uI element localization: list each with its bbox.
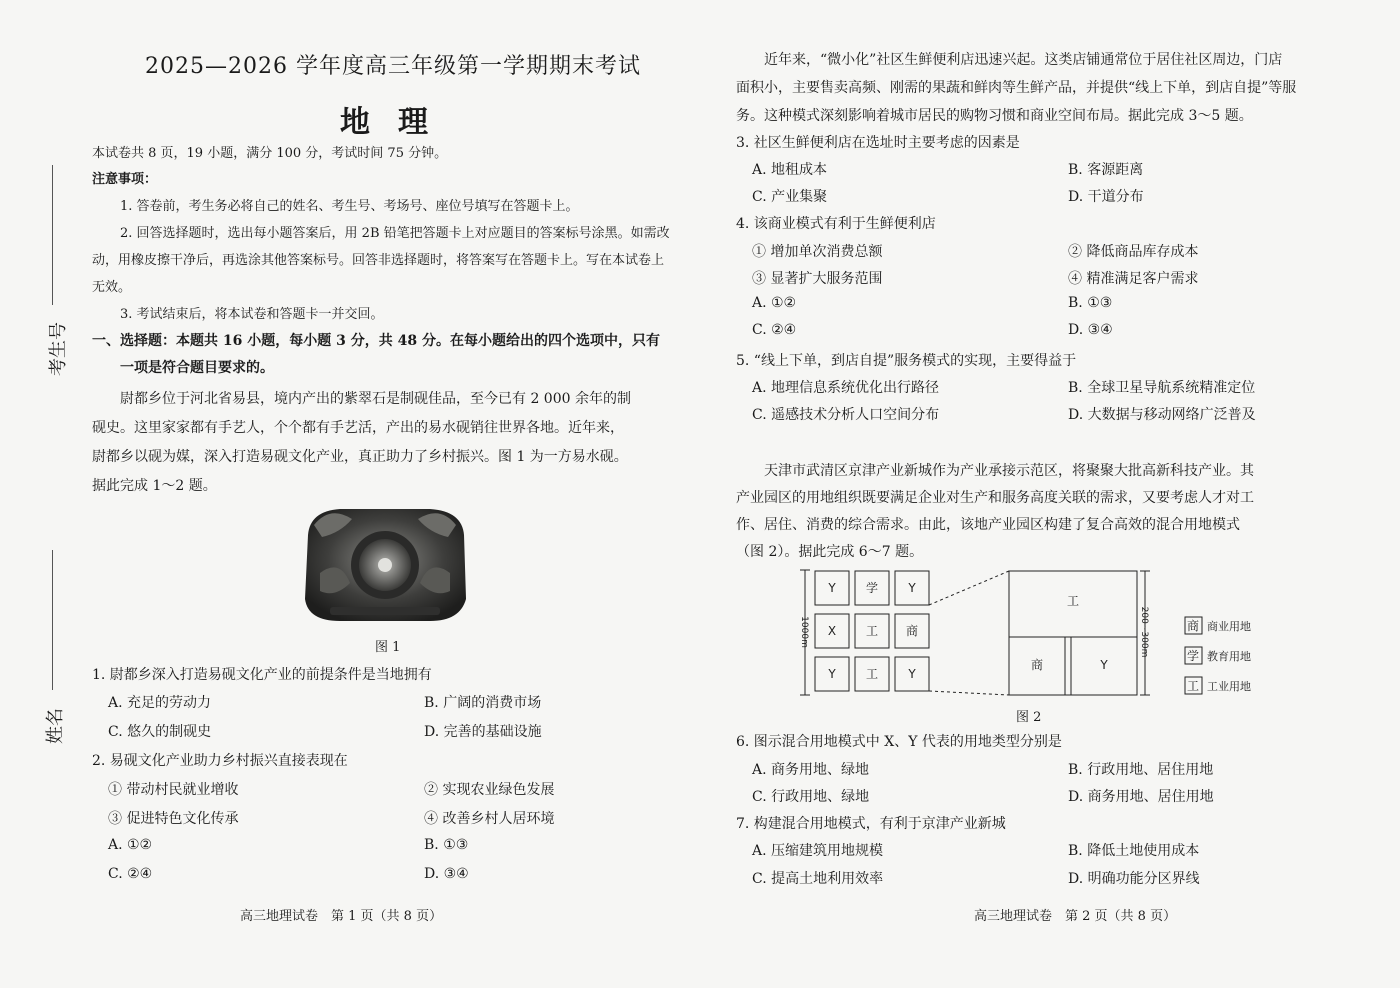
detail-top-label: 工 xyxy=(1066,594,1080,608)
exam-title: 2025—2026 学年度高三年级第一学期期末考试 xyxy=(145,54,641,79)
section-heading: 一、选择题：本题共 16 小题，每小题 3 分，共 48 分。在每小题给出的四个选项中，只有 xyxy=(92,333,660,349)
passage-a-line-2: 面积小，主要售卖高频、刚需的果蔬和鲜肉等生鲜产品，并提供“线上下单，到店自提”等服 xyxy=(736,80,1297,96)
q7-option-d[interactable]: D. 明确功能分区界线 xyxy=(1068,871,1200,887)
right-page xyxy=(700,0,1400,988)
q1-option-a[interactable]: A. 充足的劳动力 xyxy=(108,695,212,711)
passage-b-line-3: 作、居住、消费的综合需求。由此，该地产业园区构建了复合高效的混合用地模式 xyxy=(736,517,1240,533)
q2-option-a[interactable]: A. ①② xyxy=(108,837,153,853)
cell-r3c2: 工 xyxy=(865,667,879,681)
q4-option-d[interactable]: D. ③④ xyxy=(1068,322,1113,338)
legend-label-commercial: 商业用地 xyxy=(1207,620,1251,633)
q4-option-c[interactable]: C. ②④ xyxy=(752,322,797,338)
note-line-5: 3. 考试结束后，将本试卷和答题卡一并交回。 xyxy=(120,307,384,322)
legend-label-education: 教育用地 xyxy=(1207,650,1251,663)
q6-option-d[interactable]: D. 商务用地、居住用地 xyxy=(1068,789,1214,805)
detail-bottom-left-label: 商 xyxy=(1030,658,1044,672)
land-use-diagram xyxy=(795,565,1295,705)
notes-heading: 注意事项： xyxy=(92,172,158,187)
q1-option-c[interactable]: C. 悠久的制砚史 xyxy=(108,724,212,740)
legend-label-industrial: 工业用地 xyxy=(1207,680,1251,693)
q6-option-a[interactable]: A. 商务用地、绿地 xyxy=(752,762,870,778)
q4-item-1: ① 增加单次消费总额 xyxy=(752,244,883,260)
passage-line-2: 砚史。这里家家都有手艺人，个个都有手艺活，产出的易水砚销往世界各地。近年来， xyxy=(92,420,624,436)
legend-symbol-education: 学 xyxy=(1186,649,1200,663)
subject-title: 地理 xyxy=(340,105,456,140)
note-line-1: 1. 答卷前，考生务必将自己的姓名、考生号、考场号、座位号填写在答题卡上。 xyxy=(120,199,579,214)
q2-item-2: ② 实现农业绿色发展 xyxy=(424,782,555,798)
q1-option-b[interactable]: B. 广阔的消费市场 xyxy=(424,695,542,711)
q4-item-4: ④ 精准满足客户需求 xyxy=(1068,271,1199,287)
q5-option-d[interactable]: D. 大数据与移动网络广泛普及 xyxy=(1068,407,1256,423)
note-line-4: 无效。 xyxy=(92,280,132,295)
q2-item-3: ③ 促进特色文化传承 xyxy=(108,811,239,827)
note-line-2: 2. 回答选择题时，选出每小题答案后，用 2B 铅笔把答题卡上对应题目的答案标号涂黑。如需改 xyxy=(120,226,670,241)
cell-r1c3: Y xyxy=(908,581,916,595)
side-label-name: 姓名 xyxy=(45,708,66,744)
cell-r2c2: 工 xyxy=(865,624,879,638)
detail-bottom-right-label: Y xyxy=(1100,658,1108,672)
side-rule-bottom xyxy=(52,550,53,690)
q4-option-b[interactable]: B. ①③ xyxy=(1068,295,1113,311)
q6-option-b[interactable]: B. 行政用地、居住用地 xyxy=(1068,762,1214,778)
footer-page-1: 高三地理试卷 第 1 页（共 8 页） xyxy=(240,909,443,924)
q2-option-b[interactable]: B. ①③ xyxy=(424,837,469,853)
q5-stem: 5. “线上下单，到店自提”服务模式的实现，主要得益于 xyxy=(736,353,1077,369)
q2-option-c[interactable]: C. ②④ xyxy=(108,866,153,882)
q2-item-4: ④ 改善乡村人居环境 xyxy=(424,811,555,827)
q3-option-c[interactable]: C. 产业集聚 xyxy=(752,189,828,205)
right-dimension-label: 200~300m xyxy=(1139,606,1149,658)
q6-option-c[interactable]: C. 行政用地、绿地 xyxy=(752,789,870,805)
legend-symbol-industrial: 工 xyxy=(1186,679,1200,693)
footer-page-2: 高三地理试卷 第 2 页（共 8 页） xyxy=(974,909,1177,924)
cell-r2c1: X xyxy=(827,624,837,638)
q3-option-d[interactable]: D. 干道分布 xyxy=(1068,189,1144,205)
passage-b-line-1: 天津市武清区京津产业新城作为产业承接示范区，将聚聚大批高新科技产业。其 xyxy=(764,463,1254,479)
passage-line-4: 据此完成 1～2 题。 xyxy=(92,478,217,494)
q1-option-d[interactable]: D. 完善的基础设施 xyxy=(424,724,542,740)
q3-option-a[interactable]: A. 地租成本 xyxy=(752,162,828,178)
side-label-examinee-number: 考生号 xyxy=(48,322,69,376)
q3-stem: 3. 社区生鲜便利店在选址时主要考虑的因素是 xyxy=(736,135,1020,151)
q2-stem: 2. 易砚文化产业助力乡村振兴直接表现在 xyxy=(92,753,348,769)
passage-line-3: 尉都乡以砚为媒，深入打造易砚文化产业，真正助力了乡村振兴。图 1 为一方易水砚。 xyxy=(92,449,628,465)
q2-option-d[interactable]: D. ③④ xyxy=(424,866,469,882)
figure1-caption: 图 1 xyxy=(375,640,401,655)
legend-symbol-commercial: 商 xyxy=(1186,619,1200,633)
q2-item-1: ① 带动村民就业增收 xyxy=(108,782,239,798)
passage-a-line-3: 务。这种模式深刻影响着城市居民的购物习惯和商业空间布局。据此完成 3～5 题。 xyxy=(736,108,1253,124)
cell-r1c1: Y xyxy=(828,581,836,595)
q4-option-a[interactable]: A. ①② xyxy=(752,295,797,311)
q5-option-b[interactable]: B. 全球卫星导航系统精准定位 xyxy=(1068,380,1256,396)
cell-r1c2: 学 xyxy=(865,581,879,595)
figure2-caption: 图 2 xyxy=(1016,710,1042,725)
q4-stem: 4. 该商业模式有利于生鲜便利店 xyxy=(736,216,936,232)
q4-item-3: ③ 显著扩大服务范围 xyxy=(752,271,883,287)
cell-r3c3: Y xyxy=(908,667,916,681)
q7-option-b[interactable]: B. 降低土地使用成本 xyxy=(1068,843,1200,859)
cell-r2c3: 商 xyxy=(905,624,919,638)
q6-stem: 6. 图示混合用地模式中 X、Y 代表的用地类型分别是 xyxy=(736,734,1062,750)
cell-r3c1: Y xyxy=(828,667,836,681)
q7-option-a[interactable]: A. 压缩建筑用地规模 xyxy=(752,843,884,859)
exam-intro: 本试卷共 8 页，19 小题，满分 100 分，考试时间 75 分钟。 xyxy=(92,146,448,161)
left-dimension-label: 1000m xyxy=(799,616,809,648)
q5-option-a[interactable]: A. 地理信息系统优化出行路径 xyxy=(752,380,940,396)
q7-stem: 7. 构建混合用地模式，有利于京津产业新城 xyxy=(736,816,1006,832)
passage-line-1: 尉都乡位于河北省易县，境内产出的紫翠石是制砚佳品，至今已有 2 000 余年的制 xyxy=(120,391,631,407)
passage-b-line-2: 产业园区的用地组织既要满足企业对生产和服务高度关联的需求，又要考虑人才对工 xyxy=(736,490,1254,506)
passage-a-line-1: 近年来，“微小化”社区生鲜便利店迅速兴起。这类店铺通常位于居住社区周边，门店 xyxy=(764,52,1283,68)
section-heading-cont: 一项是符合题目要求的。 xyxy=(120,360,274,376)
note-line-3: 动，用橡皮擦干净后，再选涂其他答案标号。回答非选择题时，将答案写在答题卡上。写在本试卷上 xyxy=(92,253,665,268)
side-rule-top xyxy=(52,165,53,305)
q4-item-2: ② 降低商品库存成本 xyxy=(1068,244,1199,260)
q3-option-b[interactable]: B. 客源距离 xyxy=(1068,162,1144,178)
passage-b-line-4: （图 2）。据此完成 6～7 题。 xyxy=(736,544,924,560)
q5-option-c[interactable]: C. 遥感技术分析人口空间分布 xyxy=(752,407,940,423)
inkstone-image xyxy=(300,503,470,625)
q7-option-c[interactable]: C. 提高土地利用效率 xyxy=(752,871,884,887)
q1-stem: 1. 尉都乡深入打造易砚文化产业的前提条件是当地拥有 xyxy=(92,667,432,683)
